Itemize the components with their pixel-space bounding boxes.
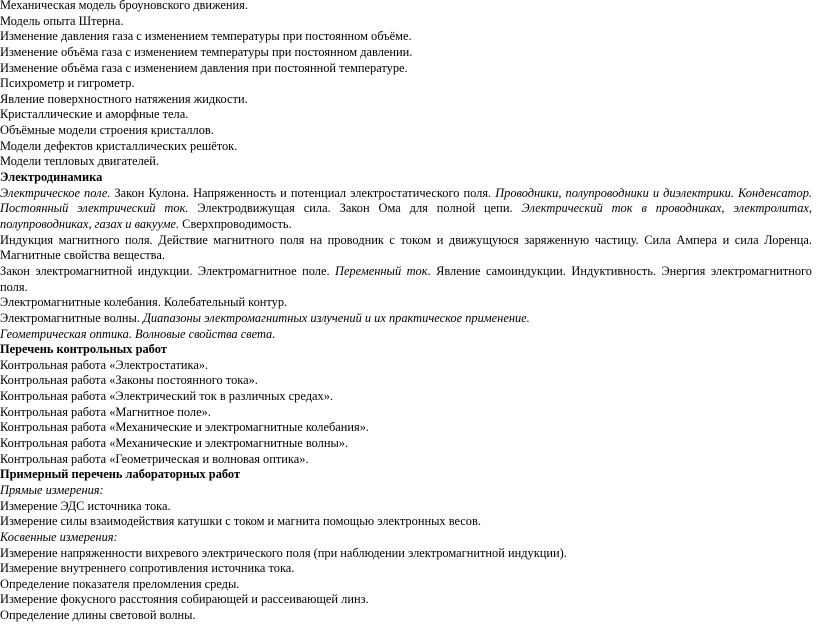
list-item: Модель опыта Штерна. [0, 13, 124, 28]
list-item: Измерение внутреннего сопротивления источника тока. [0, 561, 295, 576]
text-regular: Закон Кулона. Напряженность и потенциал электростатического поля. [110, 185, 496, 200]
list-item: Изменение давления газа с изменением температуры при постоянном объёме. [0, 29, 412, 44]
list-item: Контрольная работа «Электростатика». [0, 357, 209, 372]
list-item: Модели дефектов кристаллических решёток. [0, 138, 238, 153]
list-item: Измерение ЭДС источника тока. [0, 498, 171, 513]
text-regular: Закон электромагнитной индукции. Электромагнитное поле. [0, 263, 336, 278]
text-italic: Электрическое поле. [0, 185, 111, 200]
paragraph-oscillations: Электромагнитные колебания. Колебательный контур. [0, 295, 288, 310]
list-item: Контрольная работа «Электрический ток в различных средах». [0, 389, 334, 404]
list-item: Контрольная работа «Магнитное поле». [0, 404, 211, 419]
paragraph-electric-field [0, 186, 812, 233]
list-item: Контрольная работа «Механические и электромагнитные колебания». [0, 420, 370, 435]
list-item: Модели тепловых двигателей. [0, 154, 160, 169]
list-item: Явление поверхностного натяжения жидкости. [0, 91, 248, 106]
direct-measurements-list [0, 499, 812, 530]
list-item: Изменение объёма газа с изменением температуры при постоянном давлении. [0, 44, 413, 59]
text-italic: Проводники, полупроводники и диэлектрики. Конденсатор. Постоянный электрический ток. [0, 185, 812, 216]
text-regular: Электродвижущая сила. Закон Ома для полной цепи. [188, 201, 522, 216]
list-item: Измерение фокусного расстояния собирающей и рассеивающей линз. [0, 592, 369, 607]
text-regular: Сверхпроводимость. [179, 217, 292, 231]
text-italic: Диапазоны электромагнитных излучений и их практическое применение. [142, 310, 530, 325]
control-works-list [0, 358, 812, 467]
list-item: Механическая модель броуновского движения. [0, 0, 248, 12]
subheading-direct-measurements: Прямые измерения: [0, 482, 104, 497]
demonstrations-list [0, 0, 812, 170]
subheading-indirect-measurements: Косвенные измерения: [0, 529, 118, 544]
list-item: Определение показателя преломления среды. [0, 576, 240, 591]
text-regular: Электромагнитные волны. [0, 310, 143, 325]
indirect-measurements-list [0, 546, 812, 624]
list-item: Объёмные модели строения кристаллов. [0, 123, 214, 138]
list-item: Определение длины световой волны. [0, 608, 196, 623]
paragraph-optics: Геометрическая оптика. Волновые свойства света. [0, 326, 276, 341]
list-item: Контрольная работа «Геометрическая и волновая оптика». [0, 451, 309, 466]
list-item: Измерение напряженности вихревого электрического поля (при наблюдении электромагнитной индукции). [0, 545, 567, 560]
section-heading-electrodynamics: Электродинамика [0, 170, 103, 185]
list-item: Измерение силы взаимодействия катушки с током и магнита помощью электронных весов. [0, 514, 481, 529]
list-item: Контрольная работа «Механические и электромагнитные волны». [0, 436, 349, 451]
list-item: Кристаллические и аморфные тела. [0, 107, 189, 122]
list-item: Контрольная работа «Законы постоянного тока». [0, 373, 258, 388]
list-item: Изменение объёма газа с изменением давления при постоянной температуре. [0, 60, 408, 75]
section-heading-lab-works: Примерный перечень лабораторных работ [0, 467, 241, 482]
section-heading-control-works: Перечень контрольных работ [0, 342, 167, 357]
paragraph-magnetic-induction: Индукция магнитного поля. Действие магнитного поля на проводник с током и движущуюся заряженную частицу. Сила Ампера и сила Лоренца. Магнитные свойства вещества. [0, 232, 812, 263]
paragraph-electromagnetic-induction [0, 264, 812, 295]
paragraph-em-waves [0, 311, 812, 327]
text-regular: . Явление самоиндукции. Индуктивность. Энергия электромагнитного поля. [0, 263, 812, 294]
text-italic: Переменный ток [335, 263, 428, 278]
text-italic: Электрический ток в проводниках, электролитах, полупроводниках, газах и вакууме. [0, 201, 812, 231]
list-item: Психрометр и гигрометр. [0, 76, 135, 91]
